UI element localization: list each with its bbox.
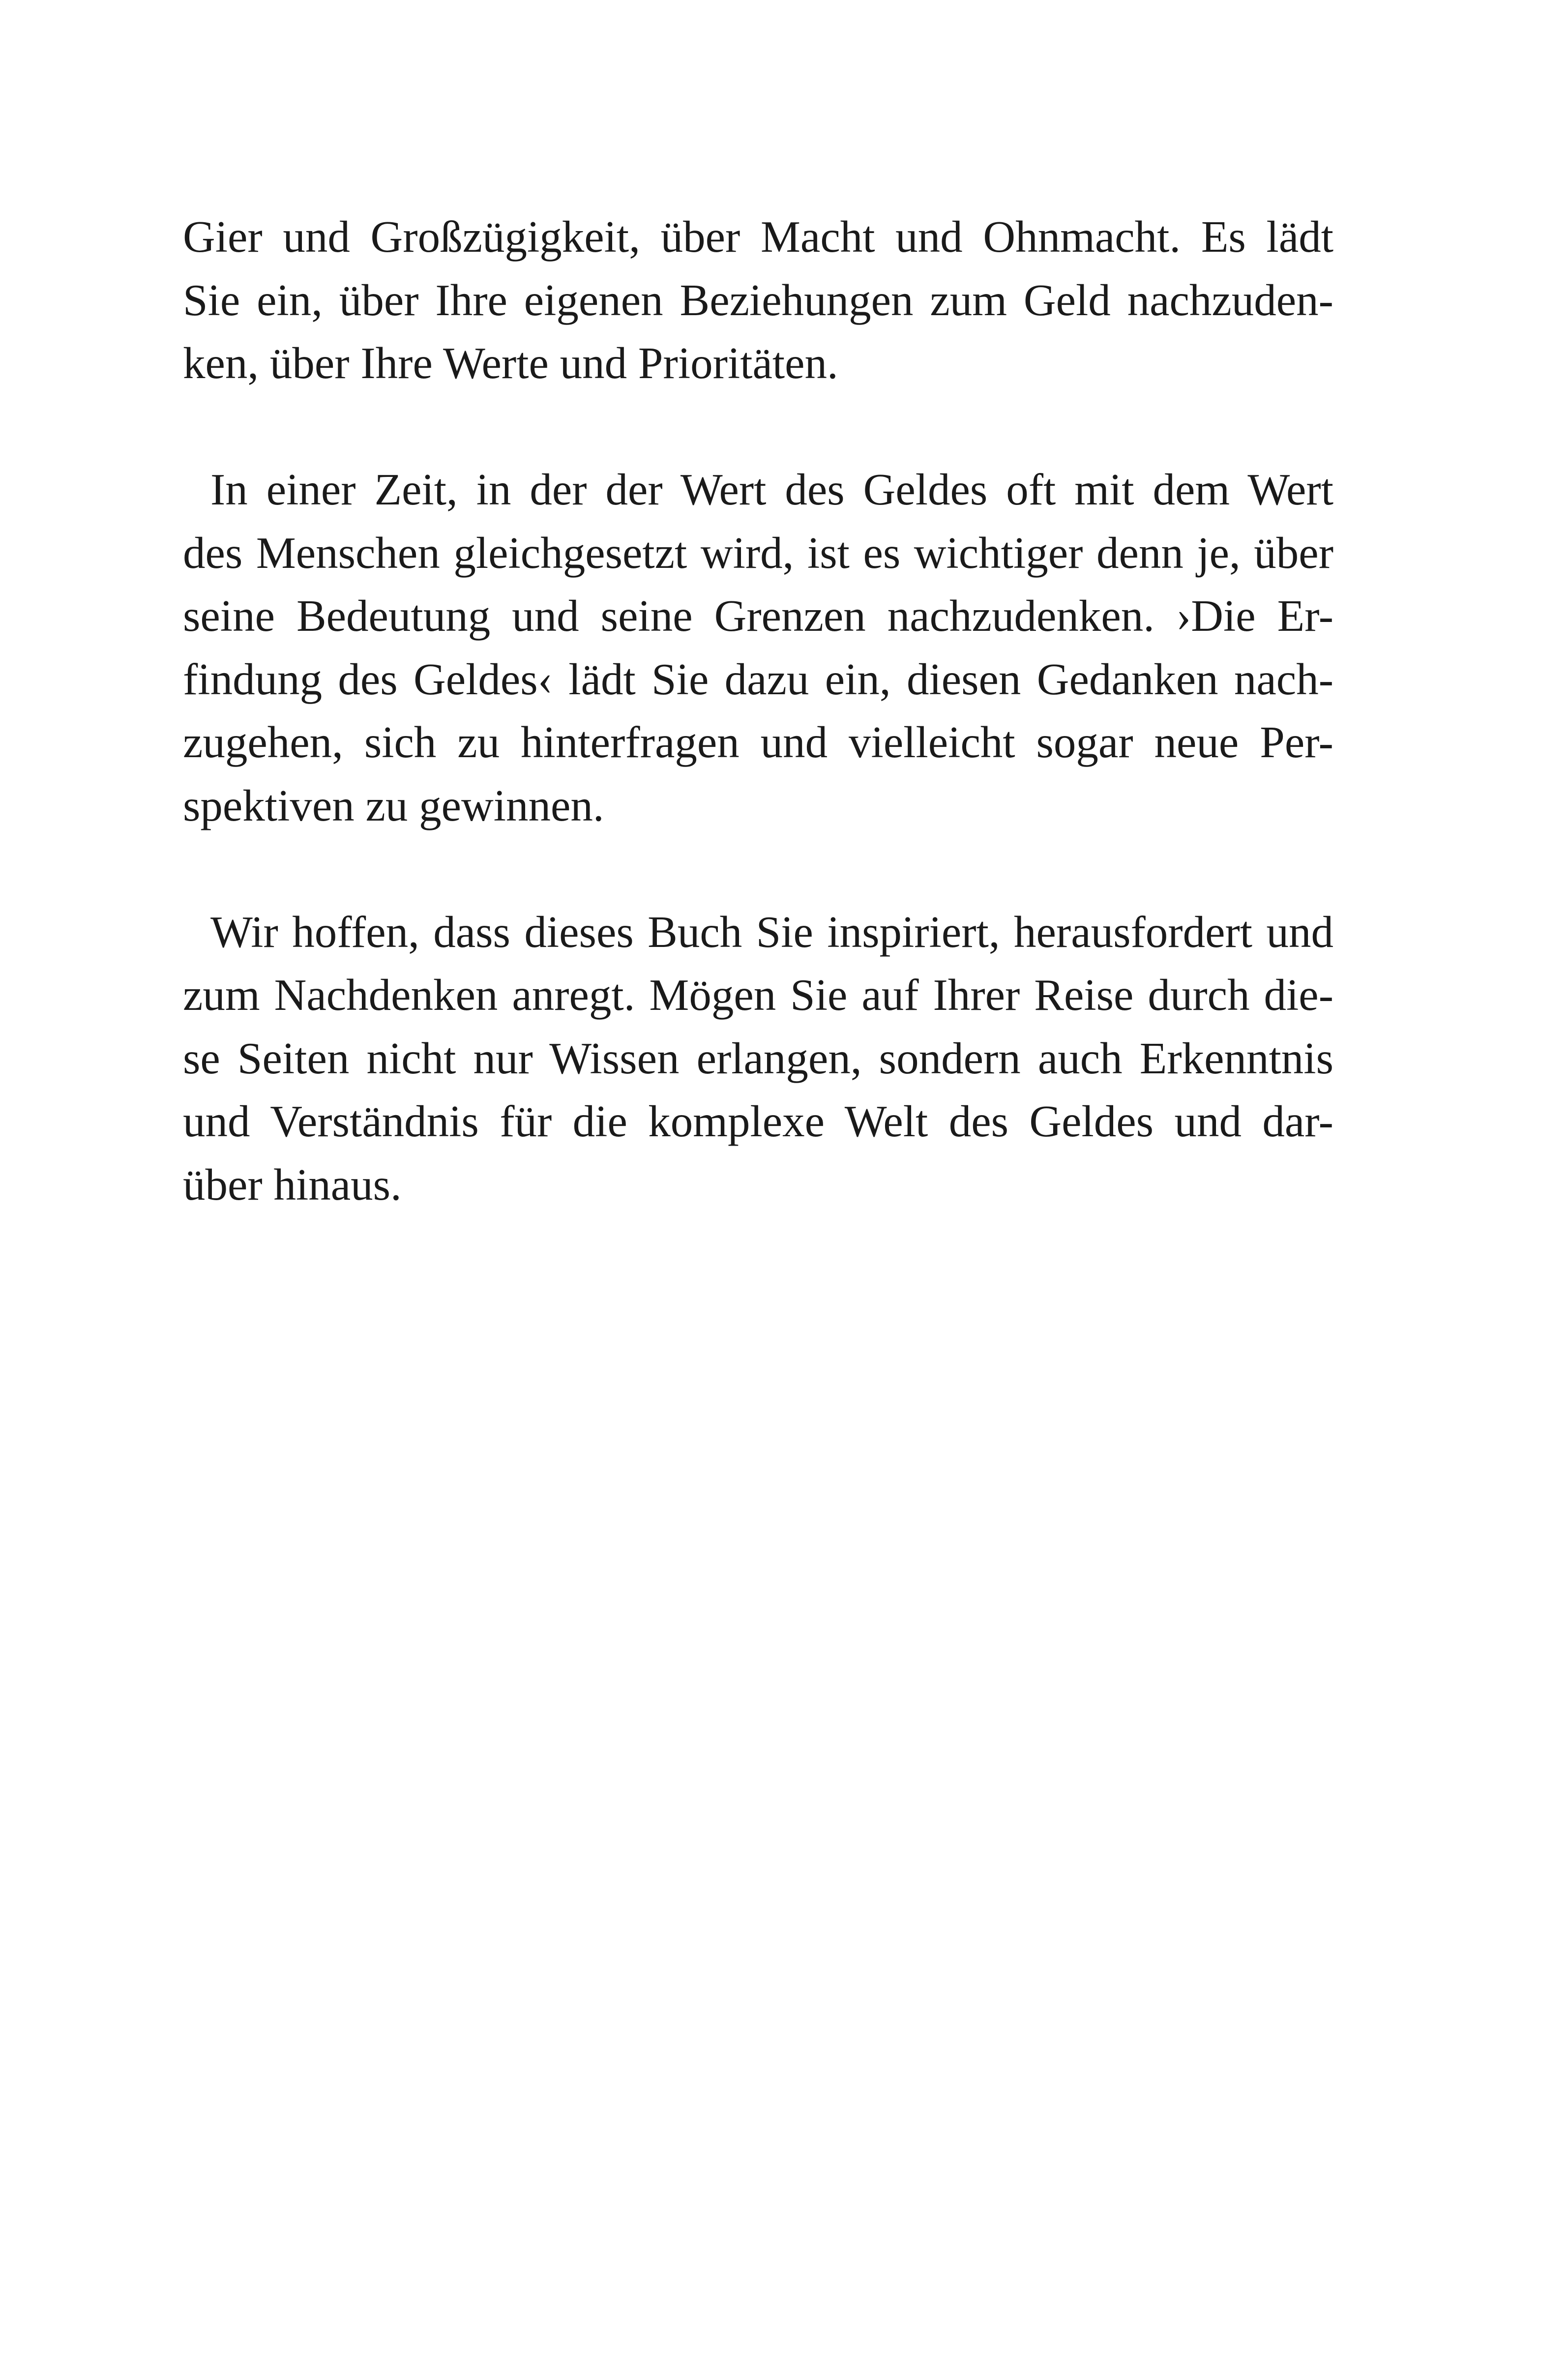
text-line: ken, über Ihre Werte und Prioritäten. — [183, 338, 838, 388]
body-text — [183, 206, 1333, 1216]
text-line: Gier und Großzügigkeit, über Macht und Ohnmacht. Es lädt — [183, 212, 1333, 262]
text-line: zugehen, sich zu hinterfragen und vielleicht sogar neue Per- — [183, 717, 1333, 767]
paragraph-3 — [183, 901, 1333, 1217]
text-line: seine Bedeutung und seine Grenzen nachzudenken. ›Die Er- — [183, 591, 1333, 641]
text-line: und Verständnis für die komplexe Welt des Geldes und dar- — [183, 1096, 1333, 1146]
text-line: findung des Geldes‹ lädt Sie dazu ein, diesen Gedanken nach- — [183, 654, 1333, 704]
text-line: über hinaus. — [183, 1159, 402, 1210]
text-line: Wir hoffen, dass dieses Buch Sie inspiriert, herausfordert und — [210, 907, 1333, 957]
text-line: des Menschen gleichgesetzt wird, ist es wichtiger denn je, über — [183, 528, 1333, 578]
text-line: In einer Zeit, in der der Wert des Geldes oft mit dem Wert — [210, 465, 1333, 514]
paragraph-2 — [183, 458, 1333, 837]
paragraph-1 — [183, 206, 1333, 395]
text-line: se Seiten nicht nur Wissen erlangen, sondern auch Erkenntnis — [183, 1033, 1333, 1083]
text-line: Sie ein, über Ihre eigenen Beziehungen zum Geld nachzuden- — [183, 275, 1333, 325]
text-line: zum Nachdenken anregt. Mögen Sie auf Ihrer Reise durch die- — [183, 970, 1333, 1020]
text-line: spektiven zu gewinnen. — [183, 780, 604, 830]
